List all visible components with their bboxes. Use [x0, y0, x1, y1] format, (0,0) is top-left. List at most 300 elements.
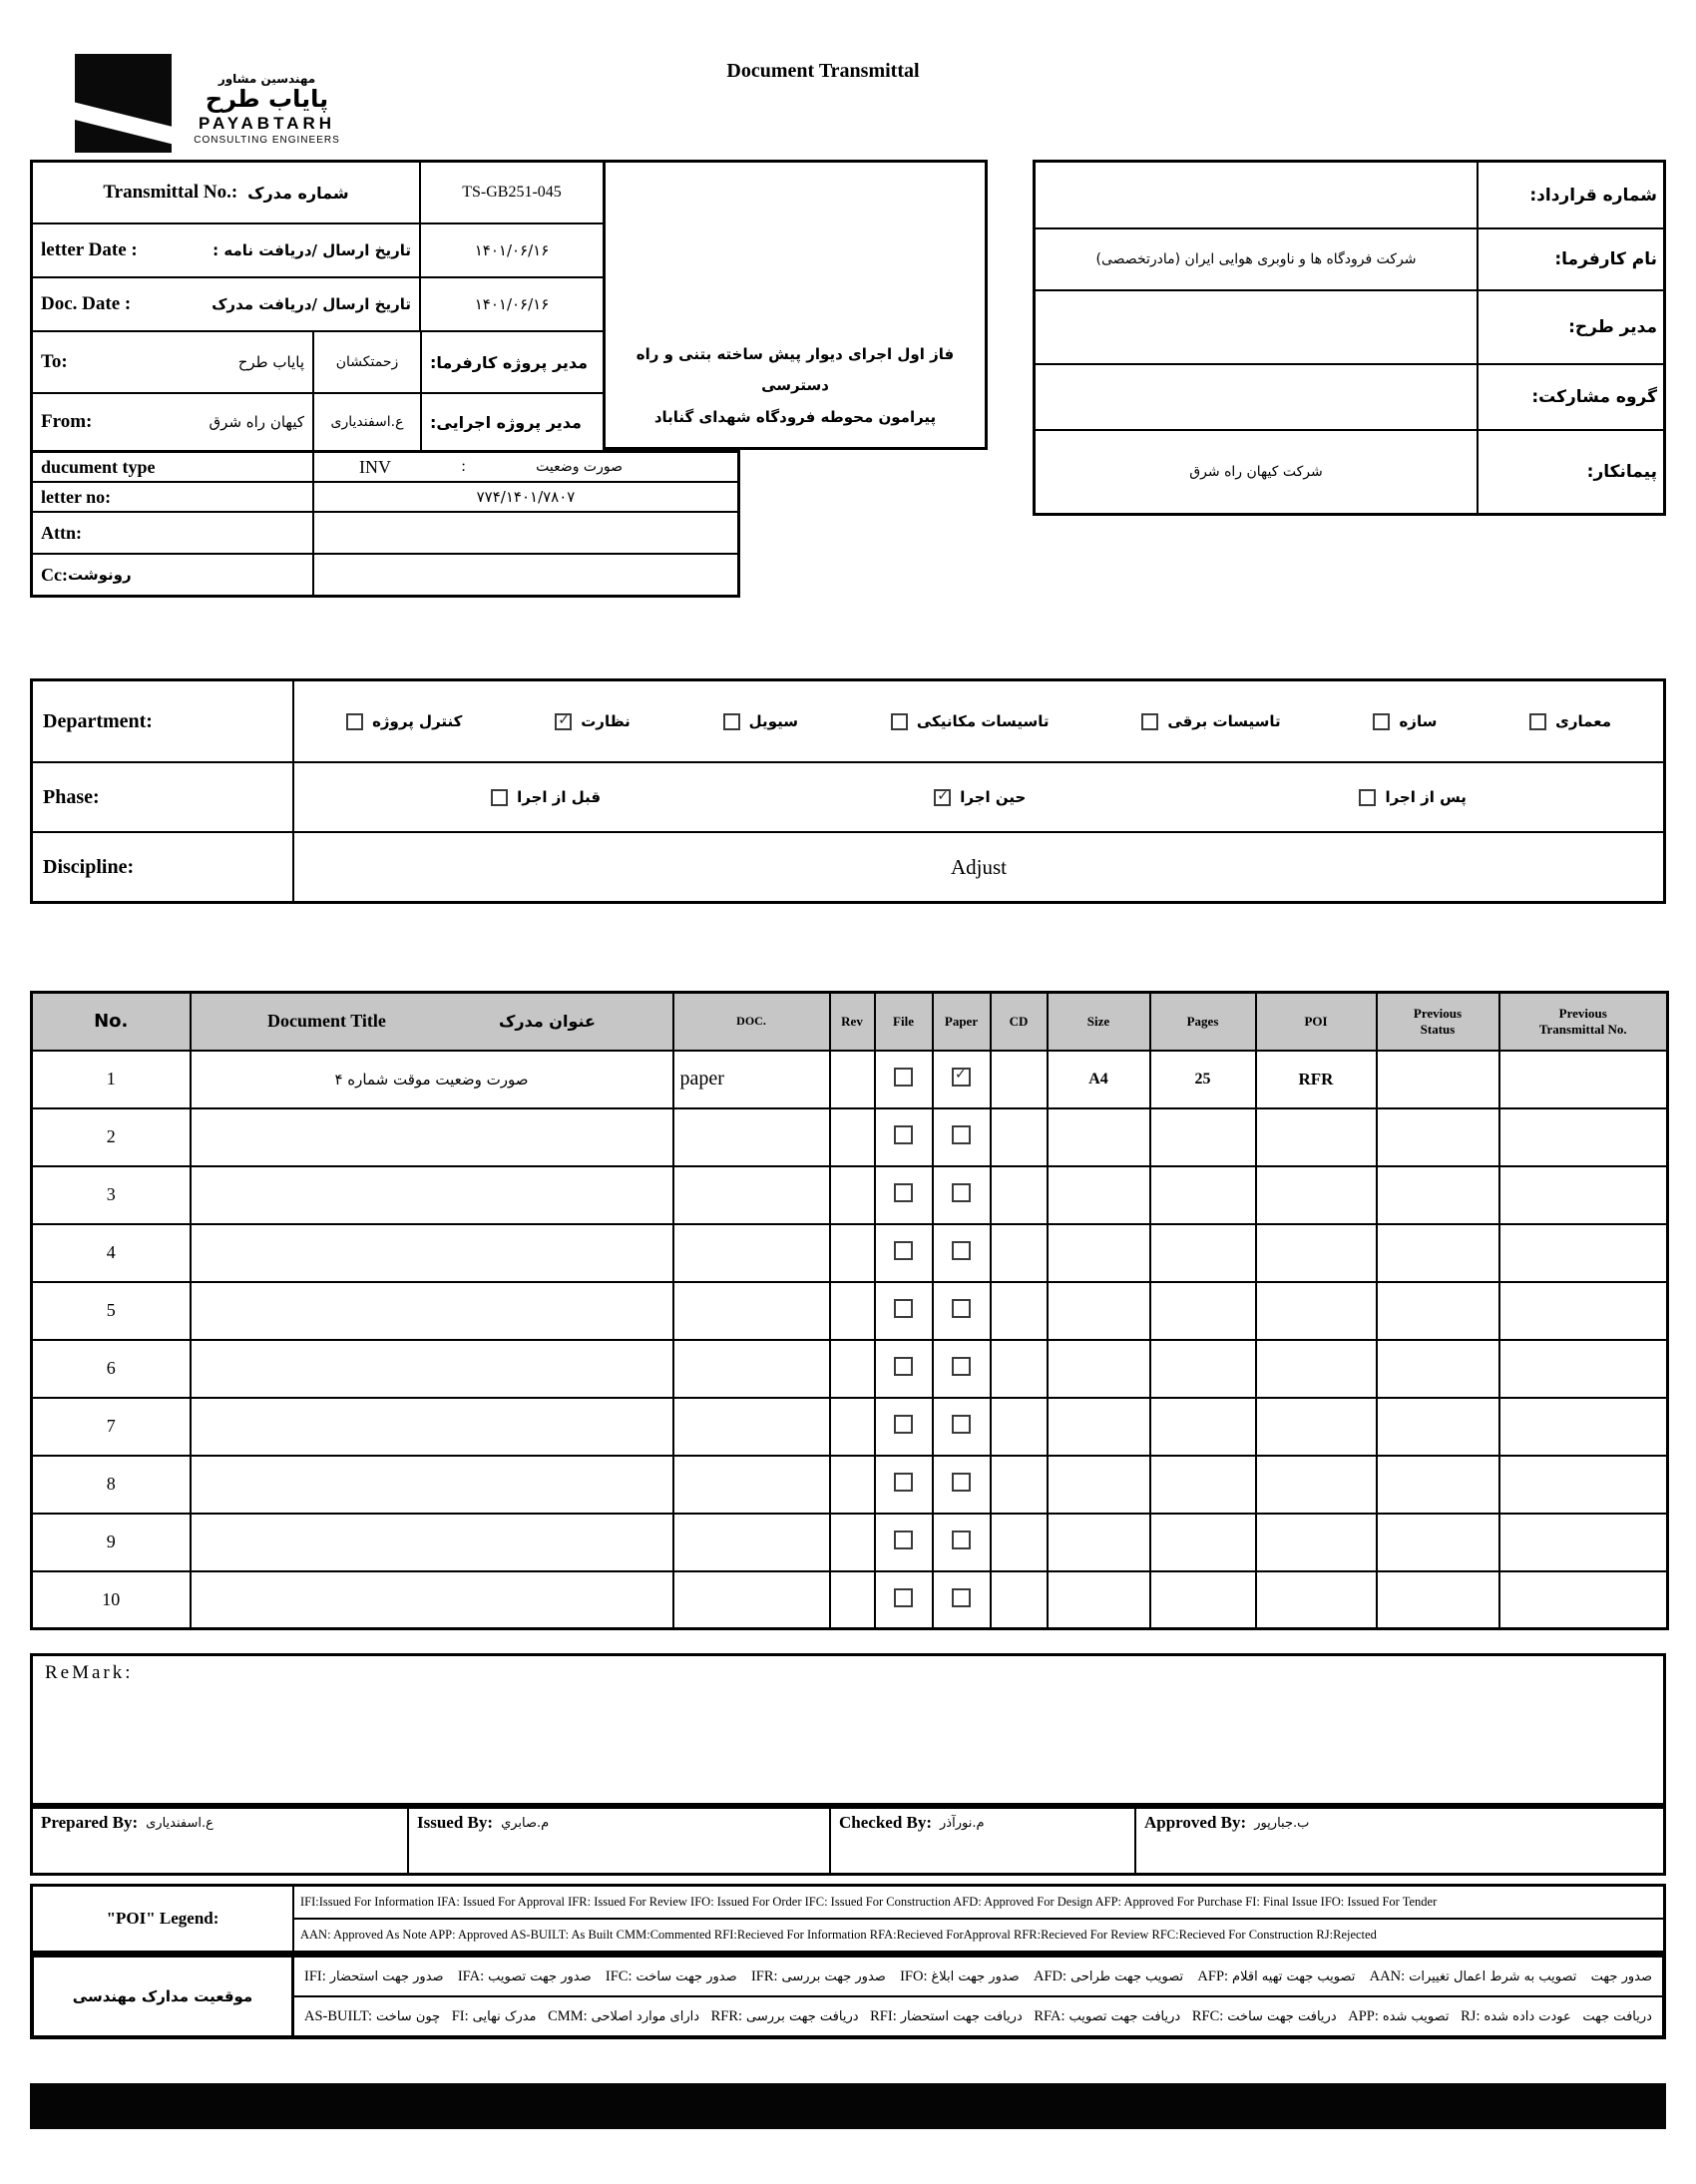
row-file-cell — [875, 1571, 933, 1629]
header-size: Size — [1048, 993, 1150, 1051]
row-poi — [1256, 1514, 1377, 1571]
file-checkbox[interactable] — [894, 1357, 913, 1376]
legend-item — [1582, 2009, 1652, 2024]
table-row — [32, 1456, 1668, 1514]
issued-by-label: Issued By: — [417, 1813, 494, 1832]
cc-label: Cc: — [41, 564, 68, 585]
row-prev-transmittal — [1499, 1108, 1668, 1166]
transmittal-no-label-fa: شماره مدرک — [247, 183, 349, 203]
row-prev-status — [1377, 1282, 1499, 1340]
attn-label: Attn: — [41, 522, 82, 543]
paper-checkbox[interactable] — [952, 1299, 971, 1318]
table-row — [32, 1571, 1668, 1629]
department-item-0[interactable] — [1529, 712, 1611, 730]
department-item-6[interactable] — [346, 712, 462, 730]
bottom-black-bar — [30, 2083, 1666, 2129]
legend-item — [751, 1968, 886, 1985]
project-description-line2: پیرامون محوطه فرودگاه شهدای گناباد — [653, 407, 937, 426]
row-pages — [1150, 1456, 1256, 1514]
legend-item-abbr: FI: — [451, 2007, 469, 2024]
row-prev-status — [1377, 1398, 1499, 1456]
checked-by-name: م.نورآذر — [940, 1816, 985, 1831]
fa-legend-row1 — [294, 1958, 1662, 1997]
document-type-label: ducument type — [41, 456, 156, 477]
checkbox-icon[interactable] — [1141, 713, 1158, 730]
row-no: 1 — [32, 1051, 191, 1108]
legend-item-abbr: RFI: — [870, 2007, 897, 2024]
checkbox-label: سازه — [1399, 712, 1438, 730]
contract-no-label: شماره قرارداد: — [1477, 163, 1663, 227]
legend-item-definition: دریافت جهت ساخت — [1227, 2008, 1337, 2024]
row-doc — [673, 1514, 830, 1571]
row-poi — [1256, 1282, 1377, 1340]
department-item-5[interactable] — [555, 712, 631, 730]
row-pages — [1150, 1282, 1256, 1340]
poi-legend-label: "POI" Legend: — [106, 1909, 219, 1928]
row-file-cell — [875, 1282, 933, 1340]
partnership-group-row — [1036, 365, 1663, 431]
paper-checkbox[interactable] — [952, 1125, 971, 1144]
row-pages — [1150, 1571, 1256, 1629]
table-row — [32, 1051, 1668, 1108]
row-no: 5 — [32, 1282, 191, 1340]
legend-item-definition: دریافت جهت تصویب — [1068, 2008, 1181, 2024]
contract-info-table — [1033, 160, 1666, 516]
table-row — [32, 1108, 1668, 1166]
doc-date-label-en: Doc. Date : — [41, 293, 132, 314]
row-paper-cell — [933, 1166, 991, 1224]
department-label: Department: — [43, 709, 153, 732]
row-poi — [1256, 1224, 1377, 1282]
letter-date-label-fa: تاریخ ارسال /دریافت نامه : — [212, 241, 411, 259]
checkbox-label: پس از اجرا — [1385, 788, 1467, 806]
legend-item-abbr: RFC: — [1191, 2007, 1224, 2024]
legend-item-abbr: IFO: — [900, 1967, 928, 1984]
table-row — [32, 1224, 1668, 1282]
row-cd — [991, 1514, 1048, 1571]
checked-by-cell — [831, 1809, 1136, 1873]
header-cd: CD — [991, 993, 1048, 1051]
row-pages — [1150, 1166, 1256, 1224]
row-cd — [991, 1340, 1048, 1398]
row-pages — [1150, 1224, 1256, 1282]
row-cd — [991, 1108, 1048, 1166]
legend-item — [1192, 2008, 1337, 2025]
row-rev — [830, 1282, 875, 1340]
header-poi: POI — [1256, 993, 1377, 1051]
legend-item — [1034, 1968, 1183, 1985]
row-title — [191, 1571, 673, 1629]
legend-item-abbr: IFC: — [605, 1967, 633, 1984]
phase-item-0[interactable] — [1359, 788, 1466, 806]
row-rev — [830, 1456, 875, 1514]
fa-legend-table — [30, 1954, 1666, 2039]
row-doc — [673, 1282, 830, 1340]
remark-box — [30, 1653, 1666, 1806]
row-prev-status — [1377, 1108, 1499, 1166]
paper-checkbox[interactable] — [952, 1588, 971, 1607]
file-checkbox[interactable] — [894, 1068, 913, 1087]
legend-item-abbr: CMM: — [548, 2007, 588, 2024]
row-rev — [830, 1051, 875, 1108]
legend-item-definition: مدرک نهایی — [472, 2008, 537, 2024]
project-description-line1: فاز اول اجرای دیوار پیش ساخته بتنی و راه دسترسی — [636, 344, 955, 394]
header-file: File — [875, 993, 933, 1051]
row-file-cell — [875, 1051, 933, 1108]
department-item-2[interactable] — [1141, 712, 1280, 730]
letter-date-value: ۱۴۰۱/۰۶/۱۶ — [474, 241, 550, 259]
row-size: A4 — [1048, 1051, 1150, 1108]
checkbox-icon[interactable] — [1359, 789, 1376, 806]
logo-fa-tagline: مهندسین مشاور — [217, 72, 316, 86]
paper-checkbox[interactable] — [952, 1183, 971, 1202]
row-prev-status — [1377, 1224, 1499, 1282]
legend-item — [1197, 1968, 1355, 1985]
row-prev-status — [1377, 1340, 1499, 1398]
legend-item-definition: دریافت جهت استحضار — [900, 2008, 1023, 2024]
paper-checkbox[interactable] — [952, 1473, 971, 1492]
page-title: Document Transmittal — [726, 60, 920, 82]
row-doc — [673, 1456, 830, 1514]
row-title — [191, 1224, 673, 1282]
row-doc — [673, 1340, 830, 1398]
row-pages — [1150, 1514, 1256, 1571]
signatures-row — [30, 1806, 1666, 1876]
partnership-group-value — [1036, 365, 1477, 429]
contractor-row — [1036, 431, 1663, 513]
legend-item-abbr: IFA: — [457, 1967, 485, 1984]
row-no: 4 — [32, 1224, 191, 1282]
legend-item — [452, 2008, 537, 2025]
department-item-1[interactable] — [1373, 712, 1437, 730]
checkbox-icon[interactable] — [1529, 713, 1546, 730]
row-size — [1048, 1224, 1150, 1282]
department-item-3[interactable] — [891, 712, 1050, 730]
discipline-value: Adjust — [950, 854, 1007, 879]
project-manager-label: مدیر طرح: — [1477, 291, 1663, 363]
file-checkbox[interactable] — [894, 1183, 913, 1202]
file-checkbox[interactable] — [894, 1473, 913, 1492]
checkbox-label: کنترل پروژه — [372, 712, 463, 730]
header-paper: Paper — [933, 993, 991, 1051]
phase-item-2[interactable] — [491, 788, 601, 806]
legend-item-definition: تصویب جهت تهیه اقلام — [1232, 1968, 1356, 1984]
row-paper-cell — [933, 1340, 991, 1398]
row-prev-transmittal — [1499, 1340, 1668, 1398]
file-checkbox[interactable] — [894, 1241, 913, 1260]
issued-by-name: م.صابري — [501, 1816, 550, 1831]
row-doc — [673, 1398, 830, 1456]
legend-item-definition: صدور جهت — [1590, 1968, 1652, 1984]
row-file-cell — [875, 1166, 933, 1224]
row-size — [1048, 1108, 1150, 1166]
row-pages: 25 — [1150, 1051, 1256, 1108]
document-type-table — [30, 450, 740, 598]
phase-item-1[interactable] — [934, 788, 1026, 806]
document-list-table — [30, 991, 1669, 1630]
row-poi — [1256, 1108, 1377, 1166]
prepared-by-name: ع.اسفندیاری — [146, 1816, 213, 1831]
row-prev-status — [1377, 1456, 1499, 1514]
legend-item-definition: صدور جهت بررسی — [781, 1968, 886, 1984]
legend-item-definition: دارای موارد اصلاحی — [591, 2008, 699, 2024]
checkbox-label: معماری — [1555, 712, 1611, 730]
letter-date-label-en: letter Date : — [41, 239, 138, 260]
document-type-fa: صورت وضعیت — [536, 459, 623, 475]
row-rev — [830, 1514, 875, 1571]
row-prev-status — [1377, 1571, 1499, 1629]
checkbox-label: سیویل — [748, 712, 798, 730]
file-checkbox[interactable] — [894, 1415, 913, 1434]
legend-item — [304, 1968, 444, 1985]
paper-checkbox[interactable] — [952, 1068, 971, 1087]
legend-item — [548, 2008, 699, 2025]
phase-label: Phase: — [43, 785, 100, 808]
table-row — [32, 1282, 1668, 1340]
checkbox-icon[interactable] — [1373, 713, 1390, 730]
letter-date-row — [33, 224, 603, 278]
legend-item-abbr: AAN: — [1369, 1967, 1406, 1984]
row-title — [191, 1166, 673, 1224]
legend-item-definition: دریافت جهت بررسی — [746, 2008, 859, 2024]
legend-item-abbr: IFI: — [304, 1967, 326, 1984]
legend-item-definition: چون ساخت — [376, 2008, 441, 2024]
poi-legend-line1: IFI:Issued For Information IFA: Issued For Approval IFR: Issued For Review IFO: Issued For Order IFC: Issued For Construction AFD: Approved For Design AFP: Approved For Purchase FI: Final Issue IFO: Issued For Tender — [294, 1887, 1663, 1920]
from-value: کیهان راه شرق — [209, 413, 304, 431]
row-no: 7 — [32, 1398, 191, 1456]
fa-legend-rows — [291, 1958, 1662, 2035]
legend-item-abbr: APP: — [1348, 2007, 1379, 2024]
from-role-label: مدیر پروژه اجرایی: — [430, 412, 582, 432]
row-prev-transmittal — [1499, 1514, 1668, 1571]
row-poi — [1256, 1166, 1377, 1224]
letter-no-row — [33, 483, 737, 513]
row-title: صورت وضعیت موقت شماره ۴ — [191, 1051, 673, 1108]
paper-checkbox[interactable] — [952, 1415, 971, 1434]
project-manager-value — [1036, 291, 1477, 363]
paper-checkbox[interactable] — [952, 1357, 971, 1376]
row-pages — [1150, 1108, 1256, 1166]
to-row — [33, 332, 603, 394]
project-description-box — [603, 160, 988, 450]
discipline-row — [33, 833, 1663, 901]
header-title-en: Document Title — [267, 1011, 386, 1032]
checkbox-icon[interactable] — [934, 789, 951, 806]
partnership-group-label: گروه مشارکت: — [1477, 365, 1663, 429]
to-value: پایاب طرح — [237, 353, 304, 371]
fa-legend-row2 — [294, 1997, 1662, 2035]
row-pages — [1150, 1340, 1256, 1398]
doc-date-value: ۱۴۰۱/۰۶/۱۶ — [474, 295, 550, 313]
legend-item — [304, 2008, 440, 2025]
row-poi — [1256, 1456, 1377, 1514]
transmittal-no-value: TS-GB251-045 — [462, 184, 562, 201]
approved-by-cell — [1136, 1809, 1663, 1873]
row-cd — [991, 1224, 1048, 1282]
table-header-row — [32, 993, 1668, 1051]
legend-item-abbr: AFP: — [1197, 1967, 1229, 1984]
contractor-value: شرکت کیهان راه شرق — [1189, 464, 1323, 480]
row-paper-cell — [933, 1224, 991, 1282]
fa-legend-label: موقعیت مدارک مهندسی — [72, 1987, 253, 2005]
header-prev-transmittal: Previous Transmittal No. — [1499, 993, 1668, 1051]
row-rev — [830, 1398, 875, 1456]
row-rev — [830, 1340, 875, 1398]
checkbox-label: قبل از اجرا — [517, 788, 602, 806]
row-cd — [991, 1051, 1048, 1108]
row-prev-transmittal — [1499, 1571, 1668, 1629]
transmittal-no-row — [33, 163, 603, 224]
row-poi: RFR — [1256, 1051, 1377, 1108]
contract-no-row — [1036, 163, 1663, 229]
row-rev — [830, 1166, 875, 1224]
header-title — [191, 993, 673, 1051]
from-person: ع.اسفندیاری — [330, 414, 404, 430]
row-prev-transmittal — [1499, 1282, 1668, 1340]
row-cd — [991, 1282, 1048, 1340]
contractor-label: پیمانکار: — [1477, 431, 1663, 513]
row-title — [191, 1282, 673, 1340]
table-row — [32, 1340, 1668, 1398]
to-role-label: مدیر پروژه کارفرما: — [430, 352, 589, 372]
legend-item — [1034, 2008, 1180, 2025]
row-prev-status — [1377, 1166, 1499, 1224]
legend-item-definition: صدور جهت ساخت — [636, 1968, 737, 1984]
letter-no-value: ۷۷۴/۱۴۰۱/۷۸۰۷ — [476, 488, 576, 506]
transmittal-no-label-en: Transmittal No.: — [103, 182, 238, 203]
legend-item — [1370, 1968, 1577, 1985]
to-person: زحمتکشان — [335, 354, 399, 370]
from-row — [33, 394, 603, 450]
document-type-colon: : — [461, 458, 466, 475]
row-doc — [673, 1224, 830, 1282]
legend-item — [1461, 2008, 1571, 2025]
row-no: 8 — [32, 1456, 191, 1514]
logo-en-name: PAYABTARH — [198, 114, 336, 134]
row-paper-cell — [933, 1282, 991, 1340]
header-pages: Pages — [1150, 993, 1256, 1051]
document-type-row — [33, 453, 737, 483]
row-pages — [1150, 1398, 1256, 1456]
row-title — [191, 1398, 673, 1456]
header-prev-status: Previous Status — [1377, 993, 1499, 1051]
legend-item-abbr: AS-BUILT: — [304, 2007, 373, 2024]
client-name-label: نام کارفرما: — [1477, 229, 1663, 289]
row-title — [191, 1340, 673, 1398]
paper-checkbox[interactable] — [952, 1241, 971, 1260]
row-poi — [1256, 1398, 1377, 1456]
checkbox-icon[interactable] — [491, 789, 508, 806]
logo-fa-name: پایاب طرح — [205, 85, 329, 113]
row-title — [191, 1108, 673, 1166]
row-rev — [830, 1108, 875, 1166]
row-doc — [673, 1571, 830, 1629]
row-prev-transmittal — [1499, 1398, 1668, 1456]
legend-item-definition: تصویب به شرط اعمال تغییرات — [1409, 1968, 1577, 1984]
row-prev-transmittal — [1499, 1456, 1668, 1514]
row-title — [191, 1456, 673, 1514]
row-file-cell — [875, 1224, 933, 1282]
legend-item — [900, 1968, 1020, 1985]
checkbox-label: نظارت — [581, 712, 631, 730]
poi-legend-line2: AAN: Approved As Note APP: Approved AS-BUILT: As Built CMM:Commented RFI:Recieved For Information RFA:Recieved ForApproval RFR:Recieved For Review RFC:Recieved For Construction RJ:Rejected — [300, 1928, 1377, 1942]
row-prev-transmittal — [1499, 1224, 1668, 1282]
cc-label-fa: رونوشت — [67, 566, 132, 584]
prepared-by-label: Prepared By: — [41, 1813, 139, 1832]
row-prev-status — [1377, 1514, 1499, 1571]
approved-by-name: ب.جبارپور — [1254, 1816, 1310, 1831]
logo-swoosh-icon — [75, 100, 172, 153]
file-checkbox[interactable] — [894, 1588, 913, 1607]
legend-item-definition: عودت داده شده — [1484, 2008, 1571, 2024]
row-paper-cell — [933, 1398, 991, 1456]
client-name-row — [1036, 229, 1663, 291]
transmittal-info-table — [30, 160, 606, 453]
client-name-value: شرکت فرودگاه ها و ناوبری هوایی ایران (مادرتخصصی) — [1095, 251, 1417, 267]
legend-item — [1591, 1969, 1652, 1984]
row-poi — [1256, 1571, 1377, 1629]
prepared-by-cell — [33, 1809, 409, 1873]
to-label: To: — [41, 351, 68, 372]
department-item-4[interactable] — [723, 712, 798, 730]
legend-item-abbr: RFR: — [710, 2007, 743, 2024]
row-cd — [991, 1398, 1048, 1456]
row-doc — [673, 1108, 830, 1166]
file-checkbox[interactable] — [894, 1125, 913, 1144]
checkbox-icon[interactable] — [891, 713, 908, 730]
legend-item — [711, 2008, 859, 2025]
file-checkbox[interactable] — [894, 1299, 913, 1318]
poi-legend-lines — [292, 1887, 1663, 1951]
row-size — [1048, 1514, 1150, 1571]
header-no: No. — [32, 993, 191, 1051]
paper-checkbox[interactable] — [952, 1530, 971, 1549]
file-checkbox[interactable] — [894, 1530, 913, 1549]
row-cd — [991, 1166, 1048, 1224]
checkbox-icon[interactable] — [723, 713, 740, 730]
row-cd — [991, 1456, 1048, 1514]
department-row — [33, 681, 1663, 763]
checkbox-icon[interactable] — [346, 713, 363, 730]
row-paper-cell — [933, 1108, 991, 1166]
approved-by-label: Approved By: — [1144, 1813, 1247, 1832]
legend-item-definition: صدور جهت ابلاغ — [931, 1968, 1020, 1984]
row-size — [1048, 1166, 1150, 1224]
legend-item-abbr: RFA: — [1034, 2007, 1065, 2024]
header-rev: Rev — [830, 993, 875, 1051]
header-title-fa: عنوان مدرک — [498, 1012, 596, 1032]
cc-row — [33, 555, 737, 595]
discipline-label: Discipline: — [43, 855, 135, 878]
row-no: 10 — [32, 1571, 191, 1629]
legend-item — [870, 2008, 1023, 2025]
letter-no-label: letter no: — [41, 486, 112, 507]
classification-table — [30, 678, 1666, 904]
legend-item — [606, 1968, 737, 1985]
row-paper-cell — [933, 1456, 991, 1514]
row-no: 9 — [32, 1514, 191, 1571]
row-no: 6 — [32, 1340, 191, 1398]
checkbox-icon[interactable] — [555, 713, 572, 730]
phase-row — [33, 763, 1663, 833]
row-file-cell — [875, 1108, 933, 1166]
row-size — [1048, 1571, 1150, 1629]
row-doc — [673, 1166, 830, 1224]
row-size — [1048, 1282, 1150, 1340]
checkbox-label: تاسیسات مکانیکی — [916, 712, 1050, 730]
table-row — [32, 1166, 1668, 1224]
legend-item — [1348, 2008, 1449, 2025]
